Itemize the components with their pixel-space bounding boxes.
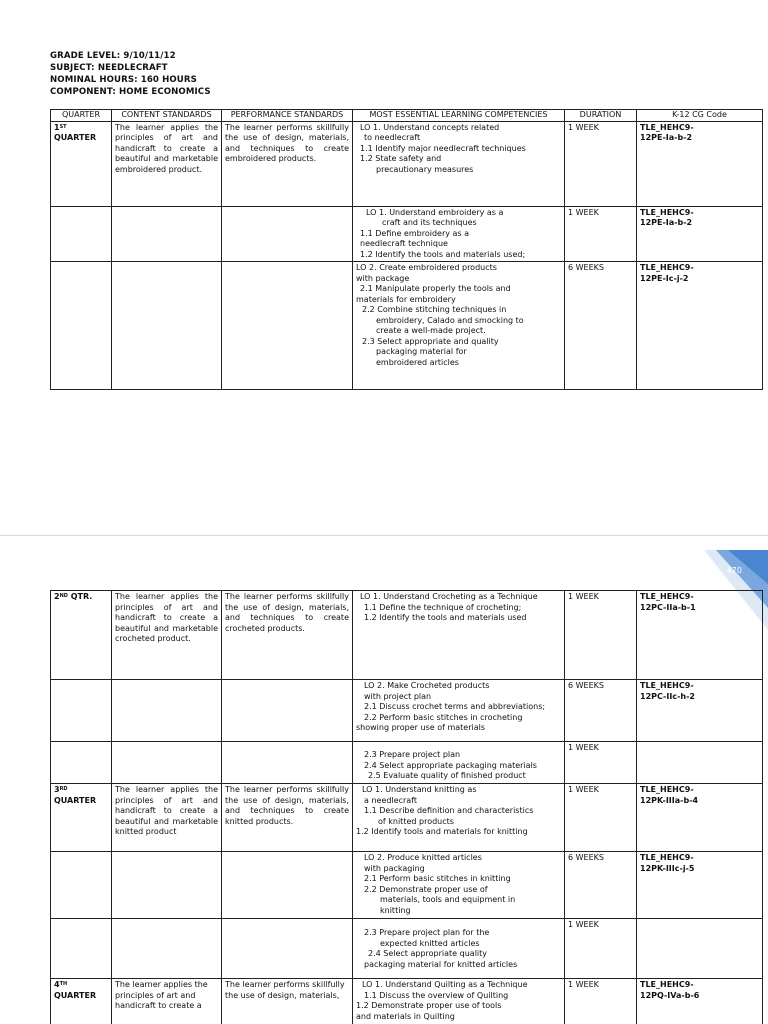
performance-standard <box>222 206 353 262</box>
competency-line: showing proper use of materials <box>356 723 486 732</box>
competency-line: packaging material for <box>376 347 467 356</box>
competency-line: materials for embroidery <box>356 294 456 304</box>
cg-code-line: TLE_HEHC9- <box>640 853 694 862</box>
quarter-cell <box>51 121 112 206</box>
competency-line: packaging material for knitted articles <box>364 959 518 969</box>
cg-code <box>637 680 763 742</box>
col-performance-standards: PERFORMANCE STANDARDS <box>222 110 353 122</box>
quarter-number: 2 <box>54 592 60 601</box>
competency-line: LO 2. Create embroidered products <box>356 263 497 272</box>
competency-line: 1.1 Define embroidery as a <box>360 228 470 238</box>
competency-line: 1.1 Identify major needlecraft techniques <box>360 143 526 153</box>
quarter-number: 3 <box>54 785 60 794</box>
competency-line: 1.1 Describe definition and characteristics <box>364 806 534 815</box>
quarter-cell <box>51 784 112 852</box>
duration: 6 WEEKS <box>565 852 637 919</box>
cg-code <box>637 742 763 784</box>
col-code: K-12 CG Code <box>637 110 763 122</box>
quarter-label: QTR. <box>70 592 93 601</box>
content-standard <box>112 680 222 742</box>
table-row <box>51 784 763 852</box>
cg-code <box>637 121 763 206</box>
table-row <box>51 680 763 742</box>
content-standard <box>112 262 222 390</box>
competency-line: needlecraft technique <box>360 239 448 248</box>
competency-line: materials, tools and equipment in <box>380 895 516 904</box>
col-duration: DURATION <box>565 110 637 122</box>
competency-line: 2.3 Prepare project plan for the <box>364 928 490 937</box>
performance-standard <box>222 919 353 979</box>
col-competencies: MOST ESSENTIAL LEARNING COMPETENCIES <box>353 110 565 122</box>
performance-standard <box>222 680 353 742</box>
cg-code-line: 12PC-IIa-b-1 <box>640 602 696 612</box>
competency-line: LO 1. Understand knitting as <box>362 785 477 794</box>
quarter-label: QUARTER <box>54 133 97 142</box>
competencies <box>353 206 565 262</box>
competency-line: a needlecraft <box>364 795 417 805</box>
content-standard: The learner applies the principles of art and handicraft to create a beautiful and marketable knitted product <box>112 784 222 852</box>
cg-code <box>637 262 763 390</box>
component: COMPONENT: HOME ECONOMICS <box>50 87 211 97</box>
competency-line: embroidery, Calado and smocking to <box>376 315 524 325</box>
competency-line: 1.1 Discuss the overview of Quilting <box>364 990 509 1000</box>
page-separator <box>0 535 768 536</box>
competency-line: with package <box>356 273 410 283</box>
performance-standard: The learner performs skillfully the use of design, materials, and techniques to create crocheted products. <box>222 591 353 680</box>
performance-standard: The learner performs skillfully the use of design, materials, and techniques to create embroidered products. <box>222 121 353 206</box>
quarter-number: 1 <box>54 122 60 132</box>
nominal-hours: NOMINAL HOURS: 160 HOURS <box>50 75 197 85</box>
duration: 1 WEEK <box>565 919 637 979</box>
competency-line: knitting <box>380 905 411 915</box>
cg-code-line: 12PK-IIIa-b-4 <box>640 795 699 805</box>
cg-code-line: 12PK-IIIc-j-5 <box>640 863 695 873</box>
quarter-cell <box>51 852 112 919</box>
competency-line: 2.1 Manipulate properly the tools and <box>360 284 511 293</box>
competencies <box>353 591 565 680</box>
duration: 1 WEEK <box>565 979 637 1024</box>
performance-standard <box>222 742 353 784</box>
col-quarter: QUARTER <box>51 110 112 122</box>
competencies <box>353 852 565 919</box>
competencies <box>353 121 565 206</box>
cg-code-line: 12PC-IIc-h-2 <box>640 691 695 701</box>
content-standard <box>112 919 222 979</box>
competency-line: 2.2 Combine stitching techniques in <box>362 305 507 314</box>
competency-line: 2.3 Prepare project plan <box>364 750 461 759</box>
cg-code-line: 12PE-Ia-b-2 <box>640 218 693 227</box>
competency-line: 2.3 Select appropriate and quality <box>362 336 499 346</box>
competency-line: with project plan <box>364 691 432 701</box>
competency-line: precautionary measures <box>376 164 474 174</box>
quarter-suffix: ND <box>59 593 68 599</box>
content-standard <box>112 206 222 262</box>
table-row <box>51 206 763 262</box>
cg-code <box>637 206 763 262</box>
quarter-label: QUARTER <box>54 795 97 805</box>
quarter-cell <box>51 206 112 262</box>
document-header <box>50 50 211 98</box>
table-row <box>51 262 763 390</box>
duration: 1 WEEK <box>565 742 637 784</box>
quarter-cell <box>51 680 112 742</box>
competency-line: LO 2. Produce knitted articles <box>364 853 482 862</box>
curriculum-table-page-2 <box>50 590 763 1024</box>
competencies <box>353 262 565 390</box>
table-row <box>51 121 763 206</box>
subject: SUBJECT: NEEDLECRAFT <box>50 63 168 73</box>
cg-code <box>637 591 763 680</box>
competency-line: 1.2 Identify the tools and materials used; <box>360 249 526 259</box>
table-row <box>51 919 763 979</box>
table-row <box>51 591 763 680</box>
quarter-cell <box>51 919 112 979</box>
competency-line: 1.2 Identify the tools and materials used <box>364 613 527 622</box>
competency-line: 2.2 Demonstrate proper use of <box>364 884 488 894</box>
competencies <box>353 680 565 742</box>
quarter-cell <box>51 979 112 1024</box>
duration: 6 WEEKS <box>565 262 637 390</box>
content-standard: The learner applies the principles of art and handicraft to create a beautiful and marketable crocheted product. <box>112 591 222 680</box>
competency-line: LO 2. Make Crocheted products <box>364 681 490 690</box>
cg-code-line: TLE_HEHC9- <box>640 980 694 989</box>
table-row <box>51 742 763 784</box>
competency-line: to needlecraft <box>364 133 421 142</box>
content-standard: The learner applies the principles of art and handicraft to create a <box>112 979 222 1024</box>
quarter-suffix: TH <box>59 981 68 987</box>
cg-code <box>637 979 763 1024</box>
competency-line: 1.2 Demonstrate proper use of tools <box>356 1001 502 1010</box>
content-standard: The learner applies the principles of art and handicraft to create a beautiful and marketable embroidered product. <box>112 121 222 206</box>
table-row <box>51 979 763 1024</box>
cg-code-line: 12PE-Ia-b-2 <box>640 133 693 142</box>
competencies <box>353 742 565 784</box>
competency-line: 1.2 Identify tools and materials for knitting <box>356 827 528 836</box>
competency-line: LO 1. Understand Crocheting as a Technique <box>360 592 538 601</box>
competency-line: 2.4 Select appropriate quality <box>368 949 488 958</box>
competency-line: of knitted products <box>378 816 454 826</box>
performance-standard: The learner performs skillfully the use of design, materials, <box>222 979 353 1024</box>
quarter-cell <box>51 591 112 680</box>
col-content-standards: CONTENT STANDARDS <box>112 110 222 122</box>
performance-standard <box>222 262 353 390</box>
competency-line: 2.2 Perform basic stitches in crocheting <box>364 712 523 722</box>
duration: 1 WEEK <box>565 784 637 852</box>
competencies <box>353 784 565 852</box>
duration: 1 WEEK <box>565 591 637 680</box>
competency-line: embroidered articles <box>376 357 459 367</box>
quarter-cell <box>51 262 112 390</box>
competency-line: with packaging <box>364 863 425 873</box>
competency-line: LO 1. Understand Quilting as a Technique <box>362 980 528 989</box>
quarter-cell <box>51 742 112 784</box>
table-row <box>51 852 763 919</box>
content-standard <box>112 852 222 919</box>
content-standard <box>112 742 222 784</box>
competency-line: expected knitted articles <box>380 938 480 948</box>
quarter-label: QUARTER <box>54 990 97 1000</box>
competency-line: 2.4 Select appropriate packaging materials <box>364 760 537 770</box>
cg-code-line: TLE_HEHC9- <box>640 263 694 272</box>
competency-line: craft and its techniques <box>382 218 477 227</box>
cg-code-line: TLE_HEHC9- <box>640 681 694 690</box>
performance-standard <box>222 852 353 919</box>
duration: 1 WEEK <box>565 121 637 206</box>
cg-code-line: TLE_HEHC9- <box>640 207 694 217</box>
duration: 1 WEEK <box>565 206 637 262</box>
competency-line: create a well-made project. <box>376 326 486 335</box>
competency-line: 2.1 Perform basic stitches in knitting <box>364 874 511 883</box>
competencies <box>353 979 565 1024</box>
grade-level: GRADE LEVEL: 9/10/11/12 <box>50 51 176 61</box>
page-number: 470 <box>726 566 742 575</box>
cg-code-line: TLE_HEHC9- <box>640 592 694 601</box>
competency-line: 2.5 Evaluate quality of finished product <box>368 771 526 780</box>
competencies <box>353 919 565 979</box>
cg-code-line: 12PE-Ic-j-2 <box>640 273 689 283</box>
cg-code <box>637 852 763 919</box>
performance-standard: The learner performs skillfully the use of design, materials, and techniques to create knitted products. <box>222 784 353 852</box>
competency-line: and materials in Quilting <box>356 1011 455 1021</box>
duration: 6 WEEKS <box>565 680 637 742</box>
curriculum-table-page-1 <box>50 109 763 390</box>
competency-line: LO 1. Understand concepts related <box>360 122 500 132</box>
cg-code <box>637 784 763 852</box>
competency-line: LO 1. Understand embroidery as a <box>366 207 504 217</box>
competency-line: 1.1 Define the technique of crocheting; <box>364 602 522 612</box>
quarter-number: 4 <box>54 980 60 989</box>
quarter-suffix: RD <box>59 786 68 792</box>
cg-code-line: TLE_HEHC9- <box>640 122 694 132</box>
table-header-row <box>51 110 763 122</box>
cg-code-line: 12PQ-IVa-b-6 <box>640 990 700 1000</box>
cg-code-line: TLE_HEHC9- <box>640 785 694 794</box>
quarter-suffix: ST <box>59 123 67 130</box>
cg-code <box>637 919 763 979</box>
competency-line: 2.1 Discuss crochet terms and abbreviations; <box>364 702 546 711</box>
competency-line: 1.2 State safety and <box>360 154 442 163</box>
